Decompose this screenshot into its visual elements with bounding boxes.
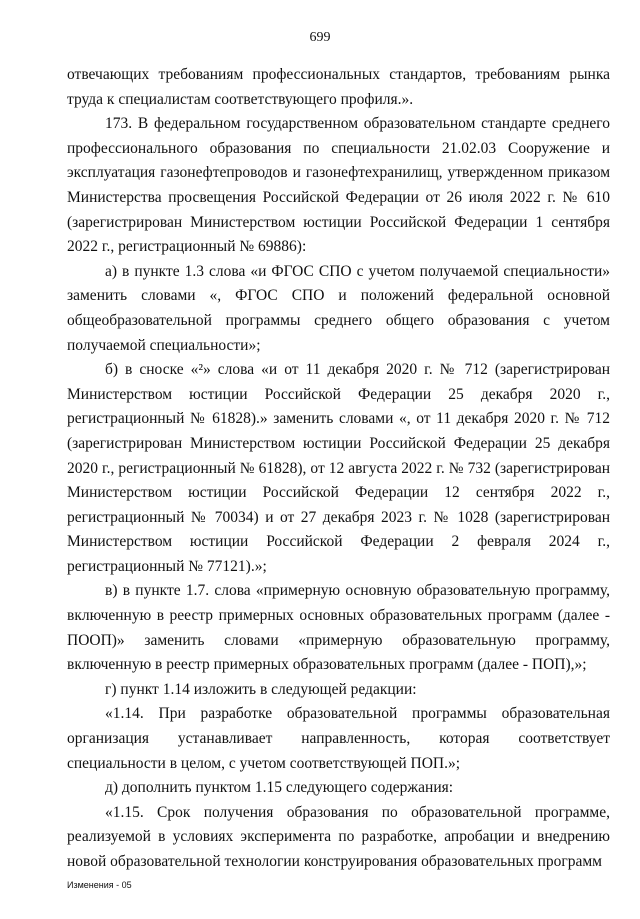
footer-revision-label: Изменения - 05 bbox=[67, 880, 132, 890]
paragraph-quote-1-15: «1.15. Срок получения образования по образовательной программе, реализуемой в условиях эксперимента по разработке, апробации и внедрению новой образовательной технологии конструирования образовательных программ bbox=[67, 803, 610, 870]
paragraph-continuation: отвечающих требованиям профессиональных стандартов, требованиям рынка труда к специалистам соответствующего профиля.». bbox=[67, 66, 610, 108]
paragraph-quote-1-14: «1.14. При разработке образовательной программы образовательная организация устанавливает направленность, которая соответствует специальности в целом, с учетом соответствующей ПОП.»; bbox=[67, 705, 610, 772]
paragraph-item-173: 173. В федеральном государственном образовательном стандарте среднего профессионального образования по специальности 21.02.03 Сооружение и эксплуатация газонефтепроводов и газонефтехранилищ, утвержденном приказом Министерства просвещения Российской Федерации от 26 июля 2022 г. № 610 (зарегистрирован Министерством юстиции Российской Федерации 1 сентября 2022 г., регистрационный № 69886): bbox=[67, 115, 610, 256]
page-number: 699 bbox=[309, 30, 331, 45]
paragraph-subitem-v: в) в пункте 1.7. слова «примерную основную образовательную программу, включенную в реестр примерных основных образовательных программ (далее - ПООП)» заменить словами «примерную образовательную программу, включенную в реестр примерных образовательных программ (далее - ПОП),»; bbox=[67, 582, 610, 674]
paragraph-subitem-a: а) в пункте 1.3 слова «и ФГОС СПО с учетом получаемой специальности» заменить словами «, ФГОС СПО и положений федеральной основной общеобразовательной программы среднего общего образования с учетом получаемой специальности»; bbox=[67, 262, 610, 354]
paragraph-subitem-g: г) пункт 1.14 изложить в следующей редакции: bbox=[105, 680, 417, 698]
document-body bbox=[67, 63, 610, 875]
paragraph-subitem-d: д) дополнить пунктом 1.15 следующего содержания: bbox=[105, 779, 454, 797]
paragraph-subitem-b: б) в сноске «²» слова «и от 11 декабря 2020 г. № 712 (зарегистрирован Министерством юстиции Российской Федерации 25 декабря 2020 г., регистрационный № 61828).» заменить словами «, от 11 декабря 2020 г. № 712 (зарегистрирован Министерством юстиции Российской Федерации 25 декабря 2020 г., регистрационный № 61828), от 12 августа 2022 г. № 732 (зарегистрирован Министерством юстиции Российской Федерации 12 сентября 2022 г., регистрационный № 70034) и от 27 декабря 2023 г. № 1028 (зарегистрирован Министерством юстиции Российской Федерации 2 февраля 2024 г., регистрационный № 77121).»; bbox=[67, 361, 610, 575]
